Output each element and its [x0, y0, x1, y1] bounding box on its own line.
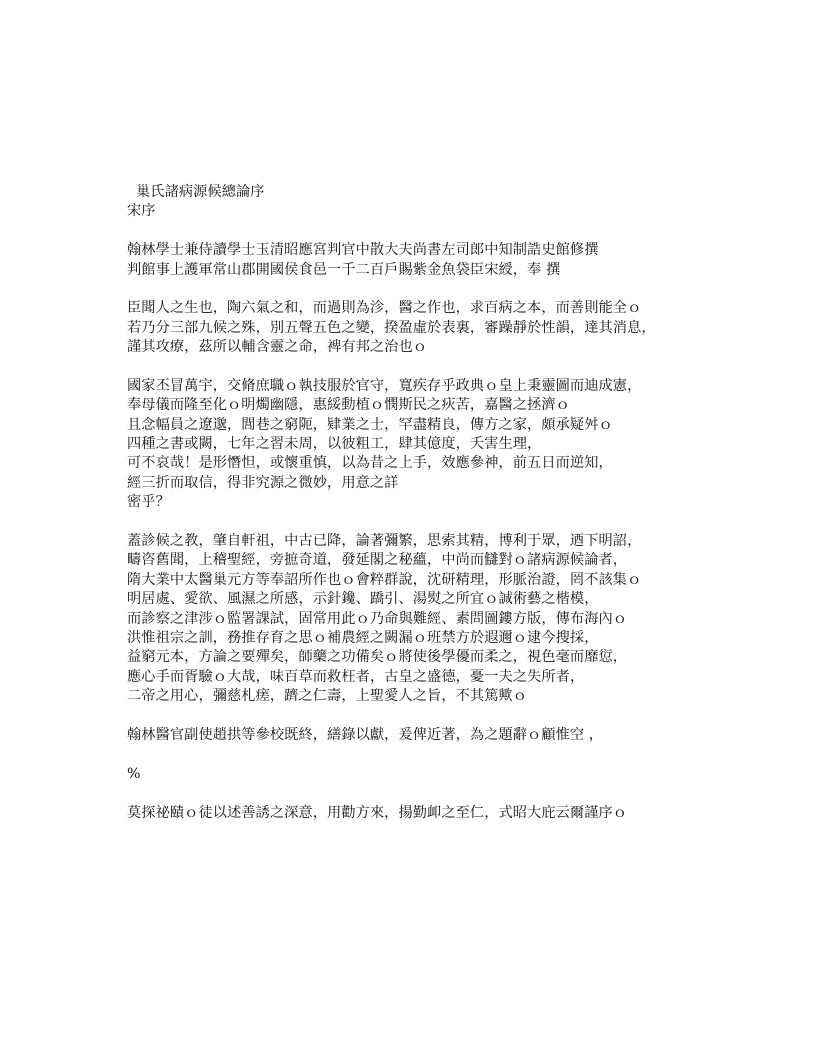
text-line: 若乃分三部九候之殊，別五聲五色之變，揆盈虛於表裏，審躁靜於性韻，達其消息， — [127, 319, 656, 336]
document-title: 巢氏諸病源候總論序 — [136, 184, 265, 200]
text-line: 國家丕冒萬宇，交脩庶職ｏ執技服於官守，寬疾存乎政典ｏ皇上秉靈圖而迪成憲， — [127, 377, 642, 394]
text-line: 四種之書或闕，七年之習未周，以彼粗工，肆其億度，夭害生理， — [127, 436, 542, 453]
text-line: 經三折而取信，得非究源之微妙，用意之詳 — [127, 474, 399, 491]
text-line: 明居處、愛欲、風濕之所感，示針鑱、蹻引、湯熨之所宜ｏ誠術藝之楷模， — [127, 591, 599, 608]
spacer — [127, 222, 687, 241]
text-line: 莫探祕賾ｏ徒以述善誘之深意，用勸方來，揚勤卹之至仁，式昭大庇云爾謹序ｏ — [127, 804, 628, 821]
spacer — [127, 784, 687, 803]
spacer — [127, 745, 687, 764]
percent-mark: % — [127, 765, 141, 782]
spacer — [127, 707, 687, 726]
author-block — [127, 241, 687, 280]
text-line: 蓋診候之教，肇自軒祖，中古已降，論著彌繁，思索其精，博利于眾，迺下明詔， — [127, 533, 642, 550]
text-line: 疇咨舊聞，上稽聖經，旁摭奇道，發延閣之秘蘊，中尚而讎對ｏ諸病源候論者， — [127, 552, 628, 569]
paragraph-2 — [127, 377, 687, 513]
text-line: 洪惟祖宗之訓，務推存育之思ｏ補農經之闕漏ｏ班禁方於遐邇ｏ逮今搜採， — [127, 629, 599, 646]
spacer — [127, 513, 687, 532]
paragraph-1 — [127, 299, 687, 357]
text-line: 臣聞人之生也，陶六氣之和，而過則為沴，醫之作也，求百病之本，而善則能全ｏ — [127, 300, 642, 317]
author-line: 翰林學士兼侍讀學士玉清昭應宮判官中散大夫尚書左司郎中知制誥史館修撰 — [127, 242, 599, 259]
text-line: 翰林醫官副使趙拱等參校既終，繕錄以獻，爰俾近著，為之題辭ｏ顧惟空 ， — [127, 726, 604, 743]
text-line: 且念幅員之遼邈，閭巷之窮阨，肄業之士，罕盡精良，傳方之家，頗承疑舛ｏ — [127, 416, 613, 433]
paragraph-5 — [127, 804, 687, 823]
text-line: 奉母儀而隆至化ｏ明燭幽隱，惠綏動植ｏ憫斯民之疢苦，嘉醫之拯濟ｏ — [127, 397, 570, 414]
spacer — [127, 280, 687, 299]
text-line: 密乎？ — [127, 494, 170, 511]
text-line: 而診察之津涉ｏ監署課試，固常用此ｏ乃命與難經、素問圖鏤方版，傳布海內ｏ — [127, 610, 628, 627]
text-line: 隋大業中太醫巢元方等奉詔所作也ｏ會粹群說，沈研精理，形脈治證，罔不該集ｏ — [127, 571, 642, 588]
paragraph-3 — [127, 532, 687, 707]
text-line: 謹其攻療，茲所以輔含靈之命，裨有邦之治也ｏ — [127, 339, 428, 356]
paragraph-4 — [127, 726, 687, 745]
author-line: 判館事上護軍常山郡開國侯食邑一千二百戶賜紫金魚袋臣宋綬，奉 撰 — [127, 261, 561, 278]
document-page — [127, 183, 687, 823]
spacer — [127, 358, 687, 377]
text-line: 二帝之用心，彌慈札瘥，躋之仁壽，上聖愛人之旨，不其篤歟ｏ — [127, 688, 528, 705]
text-line: 益窮元本，方論之要殫矣，師藥之功備矣ｏ將使後學優而柔之，視色毫而靡愆， — [127, 649, 628, 666]
document-subtitle: 宋序 — [127, 203, 156, 220]
text-line: 應心手而胥驗ｏ大哉，味百草而救枉者，古皇之盛德，憂一夫之失所者， — [127, 668, 585, 685]
text-line: 可不哀哉！是形憯怛，或懷重慎，以為昔之上手，效應參神，前五日而逆知， — [127, 455, 613, 472]
